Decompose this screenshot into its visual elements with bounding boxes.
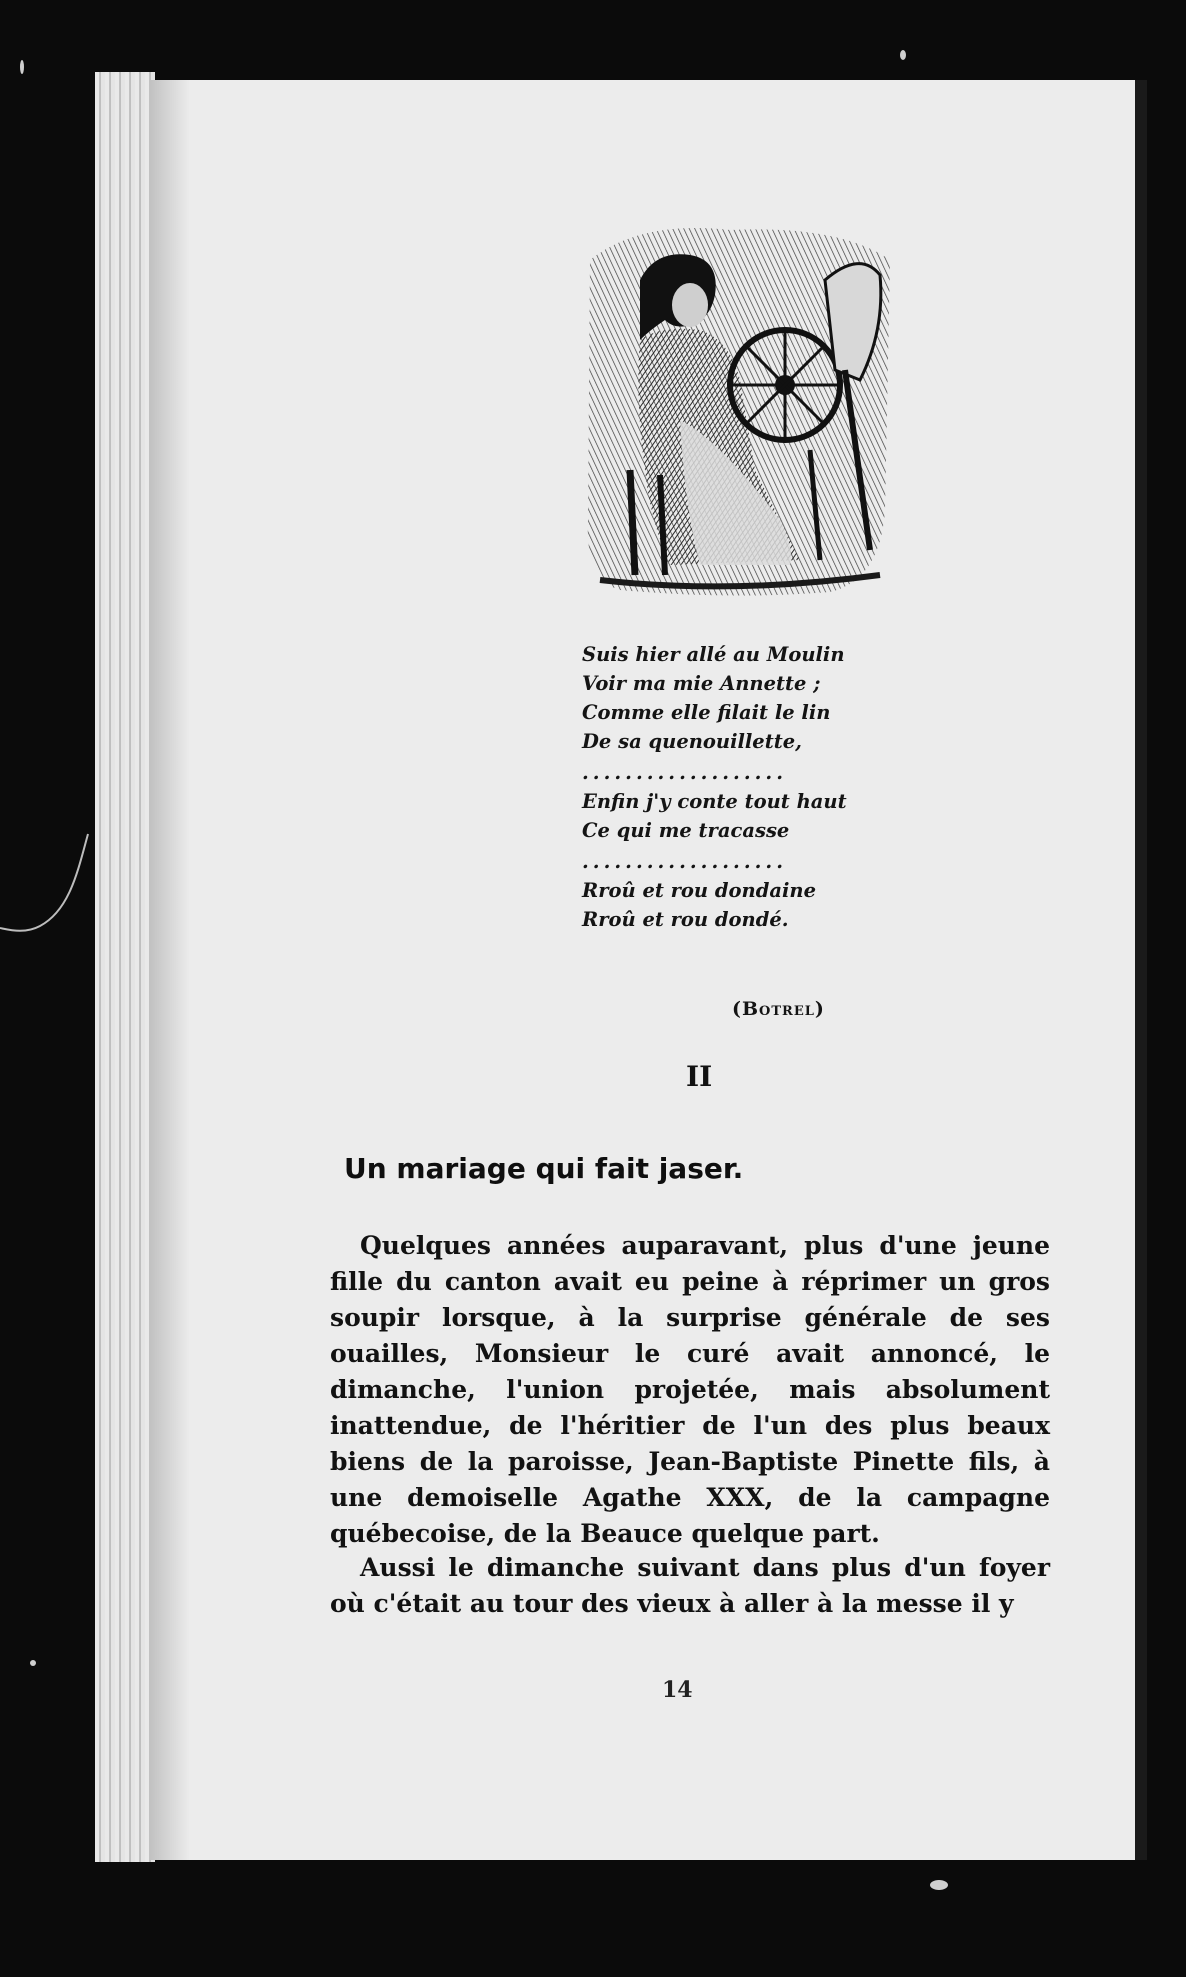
poem-line: De sa quenouillette, xyxy=(582,730,802,753)
spinning-woman-engraving xyxy=(580,220,900,600)
poem-line: Voir ma mie Annette ; xyxy=(582,672,821,695)
scan-speck xyxy=(20,60,24,74)
page-number: 14 xyxy=(662,1677,693,1703)
poem-line: Suis hier allé au Moulin xyxy=(582,643,845,666)
scan-speck xyxy=(900,50,906,60)
page-gutter-shadow xyxy=(150,80,190,1860)
body-paragraph: Quelques années auparavant, plus d'une jeune fille du canton avait eu peine à réprimer un gros soupir lorsque, à la surprise générale de ses ouailles, Monsieur le curé avait annoncé, le dimanche, l'union projetée, mais absolument inattendue, de l'héritier de l'un des plus beaux biens de la paroisse, Jean-Baptiste Pinette fils, à une demoiselle Agathe XXX, de la campagne québecoise, de la Beauce quelque part. xyxy=(330,1231,1050,1548)
chapter-title: Un mariage qui fait jaser. xyxy=(344,1152,744,1185)
chapter-number: II xyxy=(686,1060,713,1093)
cable-curve xyxy=(0,830,95,950)
poem-line: Comme elle filait le lin xyxy=(582,701,831,724)
body-paragraph: Aussi le dimanche suivant dans plus d'un foyer où c'était au tour des vieux à aller à la messe il y xyxy=(330,1553,1050,1618)
poem-ellipsis: ................... xyxy=(582,761,787,784)
scan-speck xyxy=(30,1660,36,1666)
poem-line: Enfin j'y conte tout haut xyxy=(582,790,847,813)
scan-speck xyxy=(930,1880,948,1890)
stacked-page-edges xyxy=(95,72,155,1862)
poem-ellipsis: ................... xyxy=(582,850,787,873)
poem-line: Ce qui me tracasse xyxy=(582,819,790,842)
poem-attribution: (Botrel) xyxy=(732,998,825,1020)
poem-line: Rroû et rou dondé. xyxy=(582,908,789,931)
poem-epigraph xyxy=(582,640,942,934)
poem-line: Rroû et rou dondaine xyxy=(582,879,816,902)
